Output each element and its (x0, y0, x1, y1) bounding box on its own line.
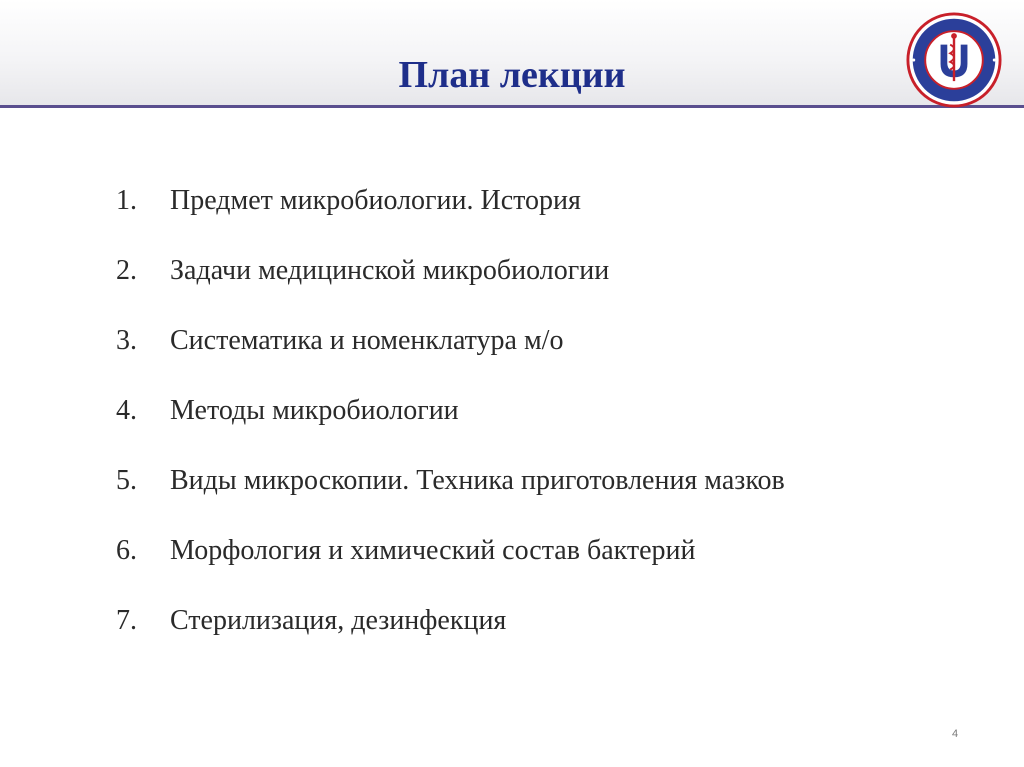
list-item-text: Задачи медицинской микробиологии (170, 255, 610, 286)
list-item (116, 248, 785, 318)
list-item-number: 7. (116, 605, 137, 636)
list-item-number: 3. (116, 325, 137, 356)
university-seal-icon (906, 12, 1002, 108)
list-item-text: Методы микробиологии (170, 395, 459, 426)
list-item (116, 458, 785, 528)
list-item-text: Морфология и химический состав бактерий (170, 535, 696, 566)
slide-title: План лекции (398, 54, 626, 96)
list-item (116, 528, 785, 598)
page-number: 4 (952, 728, 959, 740)
list-item-text: Стерилизация, дезинфекция (170, 605, 507, 636)
lecture-plan-list (116, 178, 785, 668)
list-item-number: 5. (116, 465, 137, 496)
list-item-number: 6. (116, 535, 137, 566)
list-item (116, 178, 785, 248)
list-item-text: Предмет микробиологии. История (170, 185, 581, 216)
title-divider (0, 105, 1024, 108)
list-item-number: 1. (116, 185, 137, 216)
list-item-text: Виды микроскопии. Техника приготовления мазков (170, 465, 785, 496)
list-item-number: 4. (116, 395, 137, 426)
list-item (116, 388, 785, 458)
list-item-text: Систематика и номенклатура м/о (170, 325, 564, 356)
list-item (116, 318, 785, 388)
list-item-number: 2. (116, 255, 137, 286)
list-item (116, 598, 785, 668)
